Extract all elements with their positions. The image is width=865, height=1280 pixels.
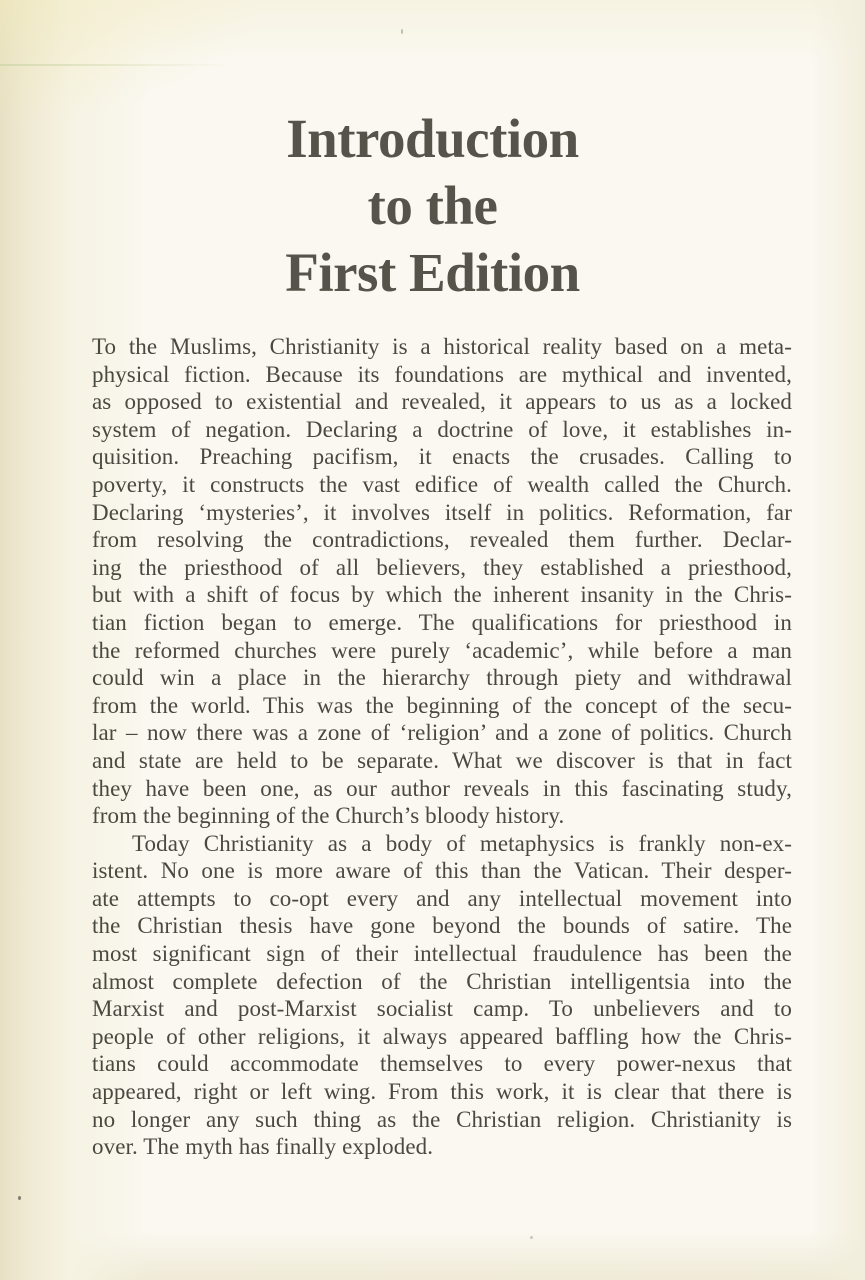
page-title bbox=[0, 105, 865, 306]
text-line: almost complete defection of the Christian intelligentsia into the bbox=[92, 968, 792, 994]
text-line: tians could accommodate themselves to every power-nexus that bbox=[92, 1051, 792, 1077]
text-line: from the world. This was the beginning of the concept of the secu- bbox=[92, 692, 792, 718]
text-line: Declaring ‘mysteries’, it involves itself in politics. Reformation, far bbox=[92, 499, 792, 525]
text-line: the Christian thesis have gone beyond the bounds of satire. The bbox=[92, 913, 792, 939]
text-line: To the Muslims, Christianity is a historical reality based on a meta- bbox=[92, 334, 792, 359]
scan-artifact-line bbox=[0, 64, 230, 66]
text-line: from resolving the contradictions, revealed them further. Declar- bbox=[92, 527, 792, 553]
text-line: the reformed churches were purely ‘academic’, while before a man bbox=[92, 637, 792, 663]
text-line: they have been one, as our author reveals in this fascinating study, bbox=[92, 775, 792, 801]
text-line: appeared, right or left wing. From this work, it is clear that there is bbox=[92, 1079, 792, 1105]
text-line: Today Christianity as a body of metaphysics is frankly non-ex- bbox=[132, 830, 792, 856]
text-line: from the beginning of the Church’s bloody history. bbox=[92, 803, 565, 829]
scan-speck bbox=[401, 29, 403, 34]
text-line: Marxist and post-Marxist socialist camp. To unbelievers and to bbox=[92, 996, 792, 1022]
text-line: no longer any such thing as the Christian religion. Christianity is bbox=[92, 1106, 792, 1132]
body-text bbox=[92, 333, 792, 1161]
text-line: could win a place in the hierarchy through piety and withdrawal bbox=[92, 665, 792, 691]
text-line: physical fiction. Because its foundations are mythical and invented, bbox=[92, 361, 792, 387]
text-line: but with a shift of focus by which the inherent insanity in the Chris- bbox=[92, 582, 792, 608]
text-line: most significant sign of their intellectual fraudulence has been the bbox=[92, 941, 792, 967]
paragraph bbox=[92, 333, 792, 830]
text-line: tian fiction began to emerge. The qualifications for priesthood in bbox=[92, 609, 792, 635]
text-line: ing the priesthood of all believers, they established a priesthood, bbox=[92, 554, 792, 580]
text-line: people of other religions, it always appeared baffling how the Chris- bbox=[92, 1023, 792, 1049]
page-title-line-1: Introduction bbox=[286, 107, 579, 169]
text-line: ate attempts to co-opt every and any intellectual movement into bbox=[92, 885, 792, 911]
text-line: and state are held to be separate. What we discover is that in fact bbox=[92, 747, 792, 773]
page-title-line-3: First Edition bbox=[285, 241, 580, 303]
page-title-line-2: to the bbox=[367, 174, 498, 236]
text-line: system of negation. Declaring a doctrine of love, it establishes in- bbox=[92, 416, 792, 442]
scan-speck bbox=[530, 1236, 533, 1239]
text-line: poverty, it constructs the vast edifice of wealth called the Church. bbox=[92, 471, 792, 497]
text-line: over. The myth has finally exploded. bbox=[92, 1134, 434, 1160]
text-line: as opposed to existential and revealed, it appears to us as a locked bbox=[92, 389, 792, 415]
scan-speck bbox=[18, 1196, 21, 1200]
text-line: quisition. Preaching pacifism, it enacts the crusades. Calling to bbox=[92, 444, 792, 470]
paragraph bbox=[92, 830, 792, 1161]
text-line: istent. No one is more aware of this than the Vatican. Their desper- bbox=[92, 858, 792, 884]
text-line: lar – now there was a zone of ‘religion’ and a zone of politics. Church bbox=[92, 720, 792, 746]
